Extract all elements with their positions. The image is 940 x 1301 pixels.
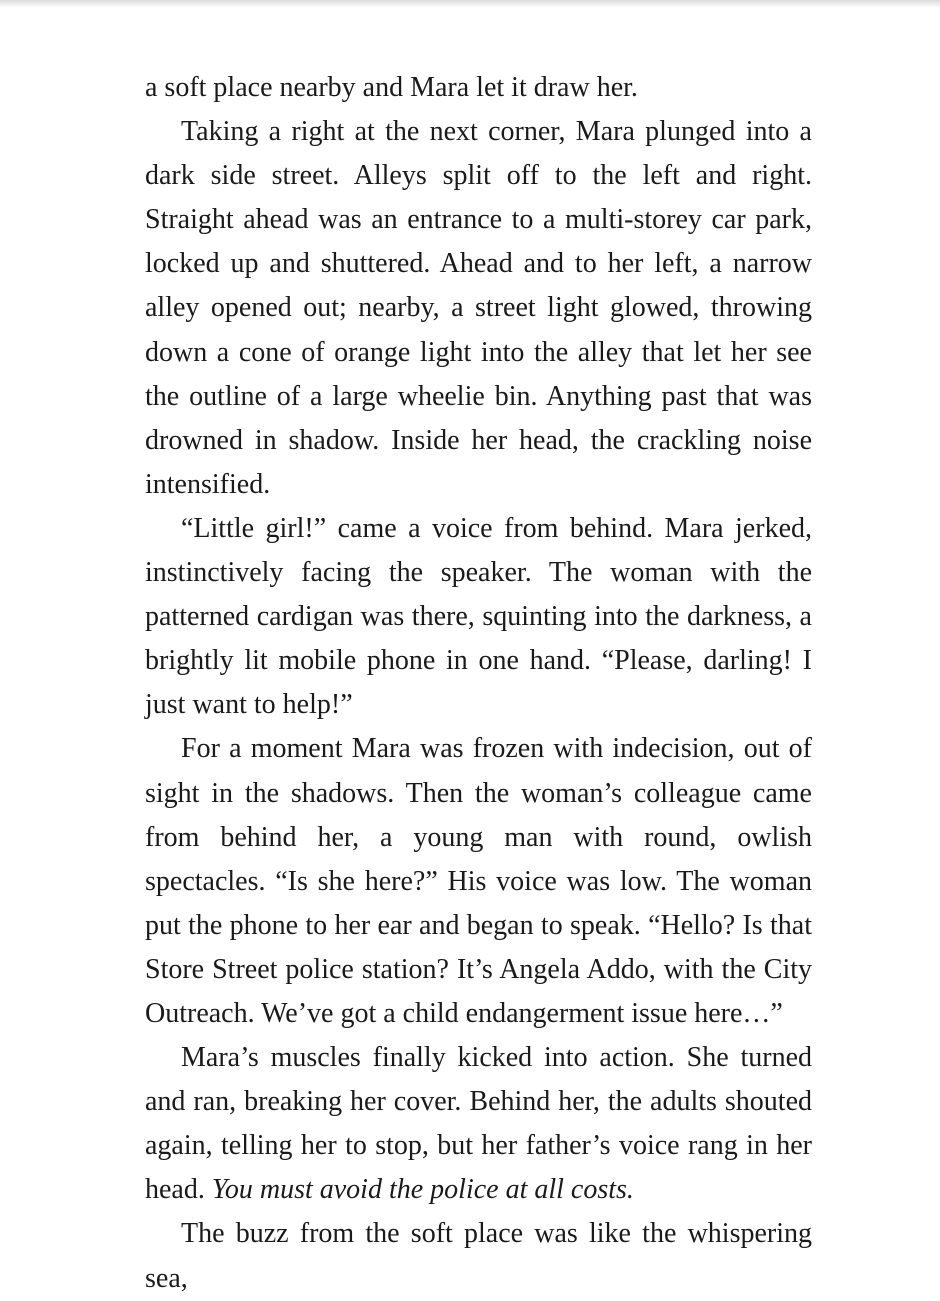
page-top-shadow <box>0 0 940 8</box>
paragraph-frozen-indecision: For a moment Mara was frozen with indecision, out of sight in the shadows. Then the woman’s colleague came from behind her, a young man with round, owlish spectacles. “Is she here?” His voice was low. The woman put the phone to her ear and began to speak. “Hello? Is that Store Street police station? It’s Angela Addo, with the City Outreach. We’ve got a child endangerment issue here…” <box>145 733 812 1029</box>
paragraph-continuation: a soft place nearby and Mara let it draw her. <box>145 72 638 103</box>
paragraph-side-street: Taking a right at the next corner, Mara plunged into a dark side street. Alleys split off to the left and right. Straight ahead was an entrance to a multi-storey car park, locked up and shuttered. Ahead and to her left, a narrow alley opened out; nearby, a street light glowed, throwing down a cone of orange light into the alley that let her see the outline of a large wheelie bin. Anything past that was drowned in shadow. Inside her head, the crackling noise intensified. <box>145 116 812 500</box>
paragraph-muscles-text: Mara’s muscles finally kicked into action. She turned and ran, breaking her cover. Behind her, the adults shouted again, telling her to stop, but her father’s voice rang in her head. <box>145 1042 812 1206</box>
paragraph-muscles-kicked <box>145 1036 812 1212</box>
italic-father-voice: You must avoid the police at all costs. <box>211 1174 634 1206</box>
paragraph-little-girl: “Little girl!” came a voice from behind. Mara jerked, instinctively facing the speaker. The woman with the patterned cardigan was there, squinting into the darkness, a brightly lit mobile phone in one hand. “Please, darling! I just want to help!” <box>145 512 812 721</box>
book-page-text <box>145 66 812 1301</box>
paragraph-whispering-sea: The buzz from the soft place was like the whispering sea, <box>145 1218 812 1294</box>
